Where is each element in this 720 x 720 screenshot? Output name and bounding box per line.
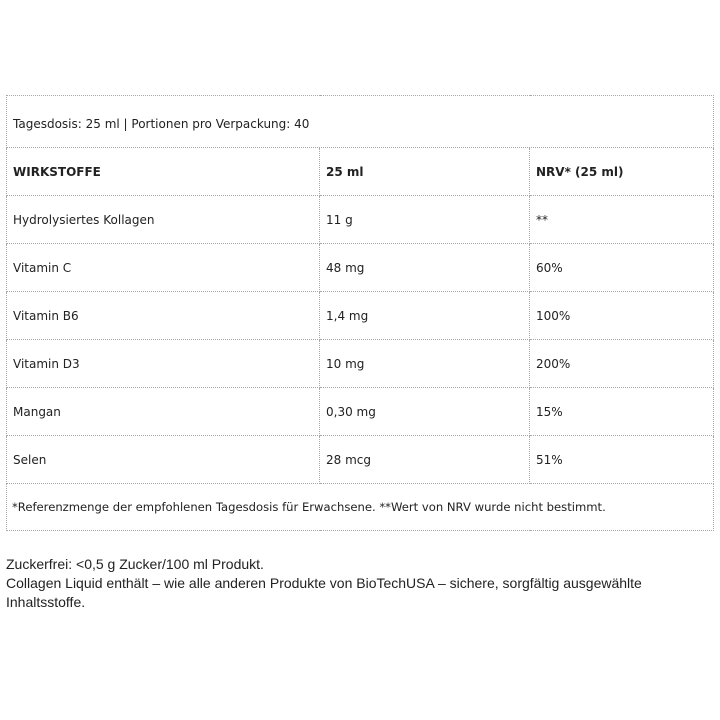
ingredient-name: Selen bbox=[7, 436, 320, 484]
ingredient-nrv: 51% bbox=[530, 436, 714, 484]
ingredient-amount: 28 mcg bbox=[320, 436, 530, 484]
nutrition-table bbox=[6, 95, 714, 531]
table-header-row bbox=[7, 148, 714, 196]
table-row bbox=[7, 340, 714, 388]
footnote-text: *Referenzmenge der empfohlenen Tagesdosis für Erwachsene. **Wert von NRV wurde nicht bestimmt. bbox=[7, 484, 714, 531]
dosis-text: Tagesdosis: 25 ml | Portionen pro Verpackung: 40 bbox=[7, 96, 714, 148]
ingredient-name: Mangan bbox=[7, 388, 320, 436]
ingredient-nrv: 100% bbox=[530, 292, 714, 340]
ingredient-nrv: 60% bbox=[530, 244, 714, 292]
ingredient-name: Vitamin C bbox=[7, 244, 320, 292]
ingredient-nrv: 200% bbox=[530, 340, 714, 388]
header-wirkstoffe: WIRKSTOFFE bbox=[7, 148, 320, 196]
product-notes bbox=[6, 555, 712, 612]
sugar-free-note: Zuckerfrei: <0,5 g Zucker/100 ml Produkt. bbox=[6, 556, 264, 572]
ingredient-amount: 11 g bbox=[320, 196, 530, 244]
header-amount: 25 ml bbox=[320, 148, 530, 196]
ingredient-name: Vitamin D3 bbox=[7, 340, 320, 388]
ingredient-amount: 1,4 mg bbox=[320, 292, 530, 340]
ingredient-amount: 0,30 mg bbox=[320, 388, 530, 436]
ingredient-amount: 10 mg bbox=[320, 340, 530, 388]
header-nrv: NRV* (25 ml) bbox=[530, 148, 714, 196]
footnote-row bbox=[7, 484, 714, 531]
table-row bbox=[7, 292, 714, 340]
table-row bbox=[7, 196, 714, 244]
ingredient-nrv: ** bbox=[530, 196, 714, 244]
ingredient-amount: 48 mg bbox=[320, 244, 530, 292]
ingredient-name: Hydrolysiertes Kollagen bbox=[7, 196, 320, 244]
ingredient-name: Vitamin B6 bbox=[7, 292, 320, 340]
description-note: Collagen Liquid enthält – wie alle anderen Produkte von BioTechUSA – sichere, sorgfältig ausgewählte Inhaltsstoffe. bbox=[6, 575, 642, 610]
table-row bbox=[7, 436, 714, 484]
table-row bbox=[7, 244, 714, 292]
table-row bbox=[7, 388, 714, 436]
ingredient-nrv: 15% bbox=[530, 388, 714, 436]
dosis-row bbox=[7, 96, 714, 148]
